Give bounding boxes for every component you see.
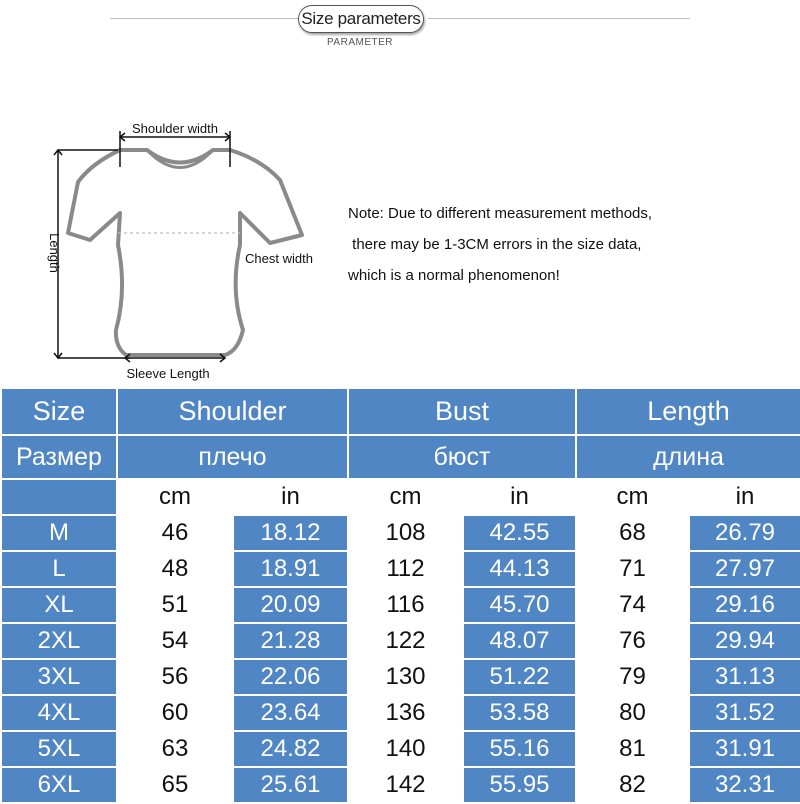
shoulder-header: Shoulder: [117, 388, 348, 435]
header-divider-left: [110, 18, 300, 19]
size-cell: XL: [1, 587, 117, 623]
shoulder-in-cell: 22.06: [233, 659, 348, 695]
table-header-row-ru: [1, 435, 800, 479]
table-header-row: [1, 388, 800, 435]
size-chart-table: [0, 387, 800, 804]
shoulder-unit-in: in: [233, 479, 348, 515]
length-in-cell: 29.94: [689, 623, 800, 659]
length-in-cell: 26.79: [689, 515, 800, 551]
length-cm-cell: 81: [576, 731, 689, 767]
table-unit-row: [1, 479, 800, 515]
length-cm-cell: 76: [576, 623, 689, 659]
size-cell: 6XL: [1, 767, 117, 803]
section-header: [0, 0, 800, 60]
header-divider-right: [428, 18, 690, 19]
shoulder-cm-cell: 51: [117, 587, 233, 623]
length-header-ru: длина: [576, 435, 800, 479]
sleeve-length-label: Sleeve Length: [126, 366, 210, 381]
bust-in-cell: 55.95: [463, 767, 576, 803]
shoulder-width-label: Shoulder width: [132, 121, 218, 136]
shoulder-cm-cell: 56: [117, 659, 233, 695]
length-in-cell: 31.52: [689, 695, 800, 731]
length-label: Length: [47, 233, 62, 273]
header-title: Size parameters: [298, 5, 424, 33]
shoulder-unit-cm: cm: [117, 479, 233, 515]
note-line: there may be 1-3CM errors in the size data,: [348, 236, 642, 253]
bust-unit-cm: cm: [348, 479, 463, 515]
table-row: [1, 659, 800, 695]
tshirt-measurement-diagram: [30, 115, 330, 390]
shoulder-cm-cell: 54: [117, 623, 233, 659]
table-row: [1, 587, 800, 623]
length-cm-cell: 80: [576, 695, 689, 731]
bust-in-cell: 44.13: [463, 551, 576, 587]
shoulder-in-cell: 18.12: [233, 515, 348, 551]
length-unit-cm: cm: [576, 479, 689, 515]
bust-cm-cell: 140: [348, 731, 463, 767]
bust-in-cell: 53.58: [463, 695, 576, 731]
shoulder-in-cell: 21.28: [233, 623, 348, 659]
length-cm-cell: 68: [576, 515, 689, 551]
size-cell: M: [1, 515, 117, 551]
shoulder-in-cell: 18.91: [233, 551, 348, 587]
shoulder-in-cell: 25.61: [233, 767, 348, 803]
length-in-cell: 31.91: [689, 731, 800, 767]
shoulder-in-cell: 24.82: [233, 731, 348, 767]
shoulder-cm-cell: 65: [117, 767, 233, 803]
table-row: [1, 515, 800, 551]
bust-unit-in: in: [463, 479, 576, 515]
size-cell: 3XL: [1, 659, 117, 695]
length-in-cell: 27.97: [689, 551, 800, 587]
table-row: [1, 767, 800, 803]
size-cell: 4XL: [1, 695, 117, 731]
shoulder-in-cell: 23.64: [233, 695, 348, 731]
shoulder-cm-cell: 63: [117, 731, 233, 767]
bust-in-cell: 51.22: [463, 659, 576, 695]
size-header: Size: [1, 388, 117, 435]
length-cm-cell: 71: [576, 551, 689, 587]
bust-in-cell: 48.07: [463, 623, 576, 659]
table-row: [1, 623, 800, 659]
length-unit-in: in: [689, 479, 800, 515]
chest-width-label: Chest width: [245, 251, 313, 266]
bust-in-cell: 55.16: [463, 731, 576, 767]
bust-cm-cell: 116: [348, 587, 463, 623]
bust-cm-cell: 130: [348, 659, 463, 695]
length-in-cell: 32.31: [689, 767, 800, 803]
size-header-ru: Размер: [1, 435, 117, 479]
size-cell: 2XL: [1, 623, 117, 659]
length-cm-cell: 74: [576, 587, 689, 623]
shoulder-cm-cell: 46: [117, 515, 233, 551]
bust-cm-cell: 142: [348, 767, 463, 803]
note-line: Note: Due to different measurement methods,: [348, 205, 653, 222]
measurement-note: [348, 198, 788, 291]
size-unit-blank: [1, 479, 117, 515]
shoulder-header-ru: плечо: [117, 435, 348, 479]
length-cm-cell: 82: [576, 767, 689, 803]
bust-header-ru: бюст: [348, 435, 576, 479]
table-row: [1, 551, 800, 587]
length-cm-cell: 79: [576, 659, 689, 695]
bust-cm-cell: 108: [348, 515, 463, 551]
table-row: [1, 695, 800, 731]
length-in-cell: 31.13: [689, 659, 800, 695]
size-rows: [1, 515, 800, 803]
bust-cm-cell: 112: [348, 551, 463, 587]
bust-header: Bust: [348, 388, 576, 435]
shoulder-in-cell: 20.09: [233, 587, 348, 623]
table-row: [1, 731, 800, 767]
bust-cm-cell: 122: [348, 623, 463, 659]
size-cell: L: [1, 551, 117, 587]
bust-in-cell: 42.55: [463, 515, 576, 551]
note-line: which is a normal phenomenon!: [348, 267, 560, 284]
shoulder-cm-cell: 60: [117, 695, 233, 731]
size-cell: 5XL: [1, 731, 117, 767]
shoulder-cm-cell: 48: [117, 551, 233, 587]
bust-cm-cell: 136: [348, 695, 463, 731]
length-in-cell: 29.16: [689, 587, 800, 623]
header-subtitle: PARAMETER: [327, 37, 393, 48]
length-header: Length: [576, 388, 800, 435]
bust-in-cell: 45.70: [463, 587, 576, 623]
